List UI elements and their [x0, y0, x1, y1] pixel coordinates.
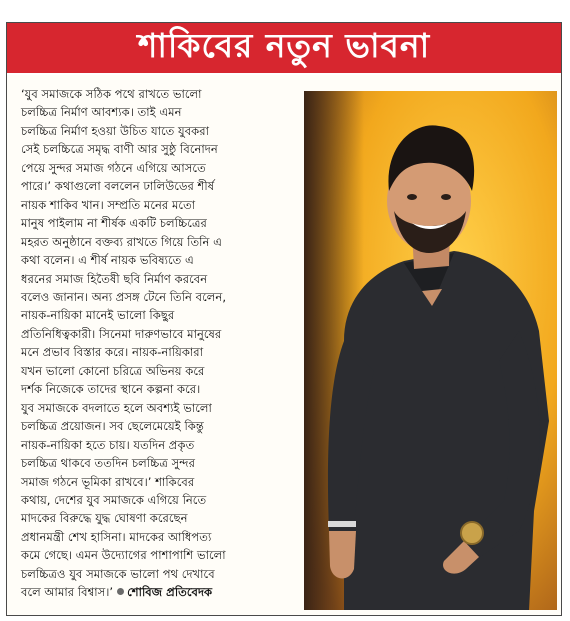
headline-bar [7, 23, 561, 75]
portrait-illustration [304, 91, 557, 610]
article-line: নায়ক-নায়িকা মানেই ভালো কিছুর [21, 308, 175, 323]
news-clipping [6, 22, 562, 616]
article-line: চলচ্চিত্র থাকবে ততদিন চলচ্চিত্র সুন্দর [21, 456, 195, 471]
article-line: মনে প্রভাব বিস্তার করে। নায়ক-নায়িকারা [21, 345, 204, 360]
article-line: যুব সমাজকে বদলাতে হলে অবশ্যই ভালো [21, 400, 212, 415]
byline: শোবিজ প্রতিবেদক [127, 585, 213, 600]
article-line: চলচ্চিত্র নির্মাণ আবশ্যক। তাই এমন [21, 105, 182, 120]
article-line: সমাজ গঠনে ভূমিকা রাখবে।’ শাকিবের [21, 474, 195, 489]
article-line: চলচ্চিত্র নির্মাণ হওয়া উচিত যাতে যুবকরা [21, 123, 210, 138]
article-line: পেয়ে সুন্দর সমাজ গঠনে এগিয়ে আসতে [21, 160, 206, 175]
portrait-photo [304, 91, 557, 610]
article-line: চলচ্চিত্রও যুব সমাজকে ভালো পথ দেখাবে [21, 566, 215, 581]
article-line: কমে গেছে। এমন উদ্যোগের পাশাপাশি ভালো [21, 548, 226, 563]
left-hand [329, 531, 356, 578]
article-line: চলচ্চিত্র প্রয়োজন। সব ছেলেমেয়েই কিন্তু [21, 419, 204, 434]
article-line: মাদকের বিরুদ্ধে যুদ্ধ ঘোষণা করেছেন [21, 511, 188, 526]
wristwatch [461, 522, 483, 544]
article-line: পারে।’ কথাগুলো বললেন ঢালিউডের শীর্ষ [21, 179, 215, 194]
article-line: দর্শক নিজেকে তাদের স্থানে কল্পনা করে। [21, 382, 201, 397]
article-line: যখন ভালো কোনো চরিত্রে অভিনয় করে [21, 363, 205, 378]
article-line: ধরনের সমাজ হিতৈষী ছবি নির্মাণ করবেন [21, 271, 208, 286]
article-line: ‘যুব সমাজকে সঠিক পথে রাখতে ভালো [21, 87, 202, 101]
article-line: মহরত অনুষ্ঠানে বক্তব্য রাখতে গিয়ে তিনি এ [21, 234, 222, 249]
article-line: কথায়, দেশের যুব সমাজকে এগিয়ে নিতে [21, 492, 207, 507]
article-line: নায়ক-নায়িকা হতে চায়। যতদিন প্রকৃত [21, 437, 195, 452]
article-line: নায়ক শাকিব খান। সম্প্রতি মনের মতো [21, 197, 196, 212]
gray-dot-icon [117, 588, 124, 595]
article-line: বলে আমার বিশ্বাস।’ [21, 585, 114, 600]
headline: শাকিবের নতুন ভাবনা [137, 26, 431, 65]
bracelet [328, 521, 356, 527]
article-line: মানুষ পাইলাম না শীর্ষক একটি চলচ্চিত্রের [21, 216, 207, 231]
article-body [21, 85, 311, 602]
left-eye [407, 194, 417, 200]
article-line: প্রতিনিধিত্বকারী। সিনেমা দারুণভাবে মানুষের [21, 326, 222, 341]
article-line: বলেও জানান। অন্য প্রসঙ্গ টেনে তিনি বলেন, [21, 289, 227, 304]
article-line: সেই চলচ্চিত্রে সমৃদ্ধ বাণী আর সুষ্ঠু বিনোদন [21, 142, 218, 157]
article-line: কথা বলেন। এ শীর্ষ নায়ক ভবিষ্যতে এ [21, 253, 194, 268]
article-line: প্রধানমন্ত্রী শেখ হাসিনা। মাদকের আধিপত্য [21, 529, 212, 544]
right-eye [441, 194, 451, 200]
